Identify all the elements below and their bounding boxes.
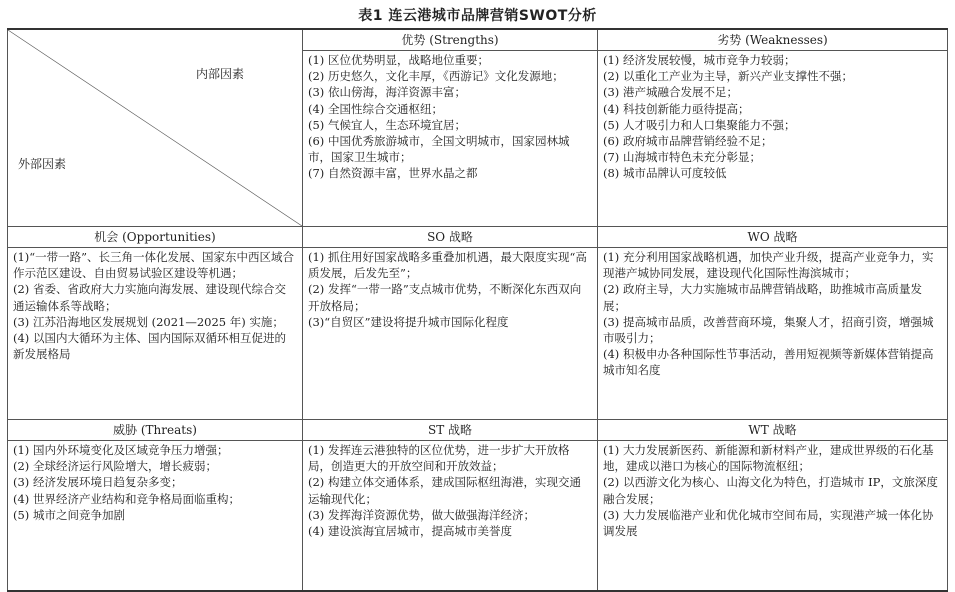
corner-cell (8, 29, 303, 227)
strength-item: (2) 历史悠久，文化丰厚，《西游记》文化发源地； (308, 69, 564, 84)
weaknesses-cell (598, 51, 948, 227)
weakness-item: (4) 科技创新能力亟待提高； (603, 101, 750, 116)
so-item: (2) 发挥“一带一路”支点城市优势，不断深化东西双向开放格局； (308, 282, 582, 313)
so-item: (3)“自贸区”建设将提升城市国际化程度 (308, 314, 509, 329)
wo-item: (1) 充分利用国家战略机遇，加快产业升级，提高产业竞争力，实现港产城协同发展，建设现代化国际性海滨城市； (603, 250, 934, 281)
weaknesses-header: 劣势 (Weaknesses) (598, 29, 948, 51)
wo-item: (3) 提高城市品质，改善营商环境，集聚人才，招商引资，增强城市吸引力； (603, 314, 934, 346)
st-item: (2) 构建立体交通体系，建成国际枢纽海港，实现交通运输现代化； (308, 475, 581, 506)
st-item: (1) 发挥连云港独特的区位优势，进一步扩大开放格局，创造更大的开放空间和开放效益； (308, 443, 570, 474)
strength-item: (6) 中国优秀旅游城市，全国文明城市，国家园林城市，国家卫生城市； (308, 134, 570, 165)
strength-item: (7) 自然资源丰富，世界水晶之都 (308, 166, 478, 181)
opportunities-header: 机会 (Opportunities) (8, 227, 303, 248)
opportunities-cell (8, 248, 303, 420)
strength-item: (3) 依山傍海，海洋资源丰富； (308, 85, 466, 100)
threats-cell (8, 441, 303, 591)
st-item: (4) 建设滨海宜居城市，提高城市美誉度 (308, 524, 512, 539)
threat-item: (2) 全球经济运行风险增大，增长疲弱； (13, 459, 217, 474)
strengths-cell (303, 51, 598, 227)
so-strategy-header: SO 战略 (303, 227, 598, 248)
diagonal-divider (8, 30, 302, 226)
opportunity-item: (4) 以国内大循环为主体、国内国际双循环相互促进的新发展格局 (13, 331, 286, 362)
wo-item: (4) 积极申办各种国际性节事活动，善用短视频等新媒体营销提高城市知名度 (603, 347, 934, 378)
weakness-item: (7) 山海城市特色未充分彰显； (603, 150, 761, 165)
wo-item: (2) 政府主导，大力实施城市品牌营销战略，助推城市高质量发展； (603, 282, 922, 313)
weakness-item: (3) 港产城融合发展不足； (603, 85, 738, 100)
st-item: (3) 发挥海洋资源优势，做大做强海洋经济； (308, 507, 535, 522)
threat-item: (4) 世界经济产业结构和竞争格局面临重构； (13, 491, 240, 506)
threat-item: (3) 经济发展环境日趋复杂多变； (13, 475, 183, 490)
wo-strategy-cell (598, 248, 948, 420)
opportunity-item: (1)“一带一路”、长三角一体化发展、国家东中西区域合作示范区建设、自由贸易试验区建设等机遇； (13, 250, 295, 281)
opportunity-item: (3) 江苏沿海地区发展规划 (2021—2025 年) 实施； (13, 314, 284, 329)
so-strategy-cell (303, 248, 598, 420)
swot-table (7, 28, 948, 592)
wt-strategy-cell (598, 441, 948, 591)
st-strategy-header: ST 战略 (303, 420, 598, 441)
weakness-item: (2) 以重化工产业为主导，新兴产业支撑性不强； (603, 69, 853, 84)
threat-item: (5) 城市之间竞争加剧 (13, 507, 125, 522)
threat-item: (1) 国内外环境变化及区域竞争压力增强； (13, 443, 229, 457)
threats-header: 威胁 (Threats) (8, 420, 303, 441)
table-title: 表1 连云港城市品牌营销SWOT分析 (358, 8, 597, 24)
weakness-item: (6) 政府城市品牌营销经验不足； (603, 134, 773, 149)
strength-item: (5) 气候宜人，生态环境宜居； (308, 117, 466, 132)
so-item: (1) 抓住用好国家战略多重叠加机遇，最大限度实现“高质发展，后发先至”； (308, 250, 587, 281)
wt-item: (3) 大力发展临港产业和优化城市空间布局，实现港产城一体化协调发展 (603, 507, 934, 539)
st-strategy-cell (303, 441, 598, 591)
wo-strategy-header: WO 战略 (598, 227, 948, 248)
wt-strategy-header: WT 战略 (598, 420, 948, 441)
strength-item: (4) 全国性综合交通枢纽； (308, 101, 443, 116)
strength-item: (1) 区位优势明显，战略地位重要； (308, 53, 489, 67)
opportunity-item: (2) 省委、省政府大力实施向海发展、建设现代综合交通运输体系等战略； (13, 282, 286, 313)
weakness-item: (5) 人才吸引力和人口集聚能力不强； (603, 117, 796, 132)
weakness-item: (1) 经济发展较慢，城市竞争力较弱； (603, 53, 796, 67)
wt-item: (1) 大力发展新医药、新能源和新材料产业，建成世界级的石化基地，建成以港口为核心的国际物流枢纽； (603, 443, 934, 474)
external-factors-label: 外部因素 (18, 157, 67, 171)
internal-factors-label: 内部因素 (196, 67, 245, 81)
wt-item: (2) 以西游文化为核心、山海文化为特色，打造城市 IP，文旅深度融合发展； (603, 475, 938, 506)
strengths-header: 优势 (Strengths) (303, 29, 598, 51)
weakness-item: (8) 城市品牌认可度较低 (603, 166, 727, 181)
